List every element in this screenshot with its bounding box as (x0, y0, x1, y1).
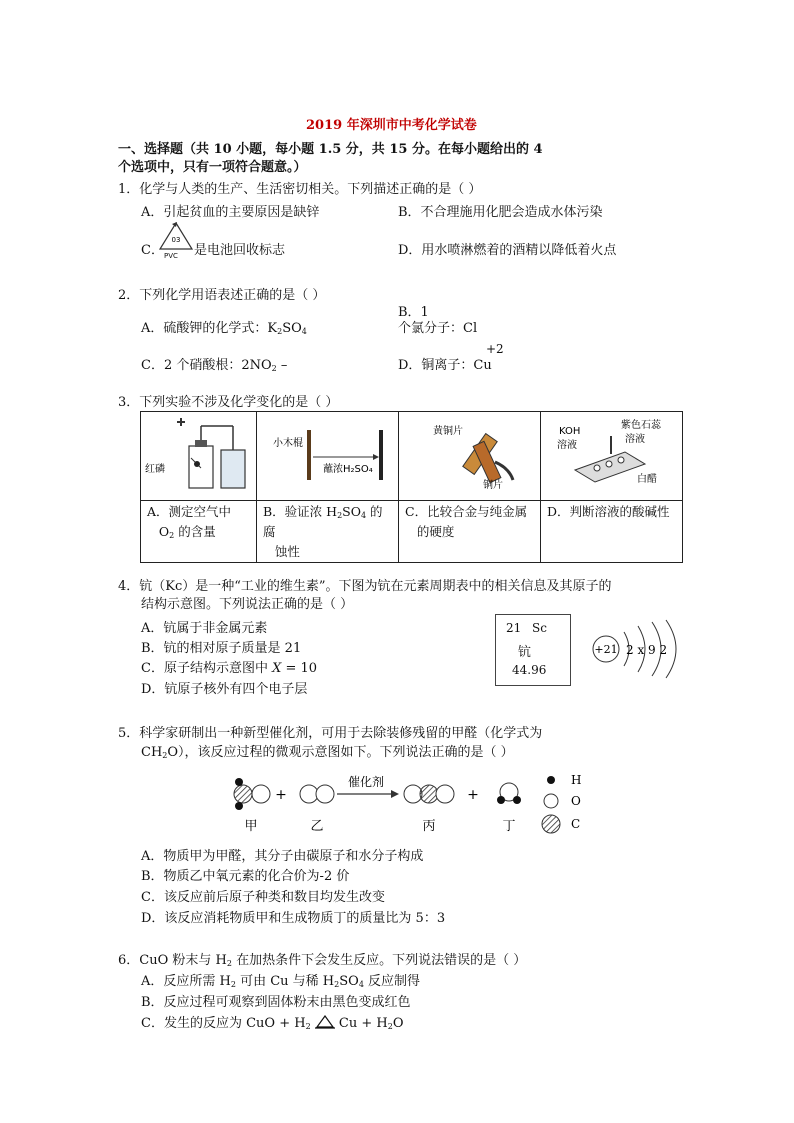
q1-stem: 1．化学与人类的生产、生活密切相关。下列描述正确的是（ ） (118, 182, 482, 197)
recycle-label: PVC (164, 252, 178, 260)
q5-option-c: C．该反应前后原子种类和数目均发生改变 (141, 890, 385, 905)
recycle-pvc-icon (158, 221, 194, 255)
label-litmus: 紫色石蕊 (621, 420, 661, 431)
q3-caption-c: C．比较合金与纯金属 的硬度 (399, 501, 541, 563)
q1-option-a: A．引起贫血的主要原因是缺锌 (141, 205, 320, 220)
legend-o: O (571, 794, 581, 808)
q4-stem-cont: 结构示意图。下列说法正确的是（ ） (141, 597, 354, 612)
q1-option-c-prefix: C． (141, 243, 164, 258)
element-symbol: Sc (532, 621, 547, 635)
element-name: 钪 (518, 645, 532, 660)
label-brass: 黄铜片 (433, 426, 463, 437)
element-number: 21 (506, 621, 522, 635)
q6-option-b: B．反应过程可观察到固体粉末由黑色变成红色 (141, 995, 411, 1010)
recycle-number: 03 (171, 236, 181, 244)
q1-option-b: B．不合理施用化肥会造成水体污染 (398, 205, 603, 220)
q3-experiment-table (140, 411, 683, 563)
section-heading-cont: 个选项中，只有一项符合题意。） (118, 160, 307, 175)
catalyst-label: 催化剂 (347, 775, 385, 789)
q2-stem: 2．下列化学用语表述正确的是（ ） (118, 288, 326, 303)
legend-c: C (571, 817, 581, 831)
q5-option-d: D．该反应消耗物质甲和生成物质丁的质量比为 5：3 (141, 911, 446, 926)
q4-stem: 4．钪（Kc）是一种“工业的维生素”。下图为钪在元素周期表中的相关信息及其原子的 (118, 579, 612, 594)
label-conc-acid: 蘸浓H₂SO₄ (323, 464, 373, 475)
q3-image-d-cell (541, 412, 683, 501)
q2-option-a: A．硫酸钾的化学式：$K_2SO_4$ (141, 321, 307, 336)
q3-caption-a: A．测定空气中 $O_2$ 的含量 (141, 501, 257, 563)
atom-shells: 2 x 9 2 (626, 643, 668, 657)
label-vinegar: 白醋 (637, 474, 657, 485)
q5-option-b: B．物质乙中氧元素的化合价为-2 价 (141, 869, 350, 884)
q4-option-d: D．钪原子核外有四个电子层 (141, 682, 308, 697)
q5-option-a: A．物质甲为甲醛，其分子由碳原子和水分子构成 (141, 849, 424, 864)
q3-caption-b: B．验证浓 $H_2SO_4$ 的腐 蚀性 (257, 501, 399, 563)
brass-copper-scratch (399, 412, 541, 494)
q3-image-b-cell (257, 412, 399, 501)
q3-image-c-cell (399, 412, 541, 501)
label-ding: 丁 (502, 819, 516, 834)
q1-option-d: D．用水喷淋燃着的酒精以降低着火点 (398, 243, 617, 258)
plus-sign-1: + (275, 787, 287, 803)
label-jia: 甲 (244, 819, 258, 834)
q2-option-d-charge: +2 (486, 342, 504, 356)
phosphorus-combustion-apparatus (141, 412, 257, 494)
q5-stem: 5．科学家研制出一种新型催化剂，可用于去除装修残留的甲醛（化学式为 (118, 726, 543, 741)
label-koh: KOH (559, 426, 581, 437)
legend-h: H (571, 773, 582, 787)
atom-structure-diagram (590, 618, 694, 680)
page-title: 2019 年深圳市中考化学试卷 (306, 118, 477, 133)
label-wood-stick: 小木棍 (273, 438, 303, 449)
label-koh-solution: 溶液 (557, 440, 577, 451)
atom-nucleus: +21 (594, 643, 618, 656)
q1-option-c: 是电池回收标志 (194, 243, 286, 258)
q4-option-c: C．原子结构示意图中 X = 10 (141, 661, 318, 676)
q3-stem: 3．下列实验不涉及化学变化的是（ ） (118, 395, 339, 410)
section-heading: 一、选择题（共 10 小题，每小题 1.5 分，共 15 分。在每小题给出的 4 (118, 142, 543, 157)
q4-option-b: B．钪的相对原子质量是 21 (141, 641, 302, 656)
q5-stem-cont: $CH_2O$），该反应过程的微观示意图如下。下列说法正确的是（ ） (141, 745, 514, 760)
label-yi: 乙 (310, 819, 324, 834)
q4-option-a: A．钪属于非金属元素 (141, 621, 268, 636)
q6-option-a: A．反应所需 $H_2$ 可由 Cu 与稀 $H_2SO_4$ 反应制得 (141, 974, 421, 989)
spot-plate-indicator (541, 412, 683, 494)
wood-stick-acid-apparatus (257, 412, 399, 494)
plus-sign-2: + (467, 787, 479, 803)
q2-option-b-line2: 个氯分子：Cl (398, 321, 478, 336)
label-red-phosphorus: 红磷 (145, 464, 165, 475)
q2-option-c: C．2 个硝酸根：$2NO_2$ – (141, 358, 288, 373)
q2-option-d: D．铜离子：Cu (398, 358, 492, 373)
label-bing: 丙 (422, 819, 436, 834)
q6-stem: 6．CuO 粉末与 $H_2$ 在加热条件下会发生反应。下列说法错误的是（ ） (118, 953, 527, 968)
q2-option-b-line1: B．1 (398, 305, 429, 320)
q3-image-a-cell (141, 412, 257, 501)
q6-option-c: C．发生的反应为 CuO + $H_2$ $Cu + H_2O$ (141, 1016, 404, 1031)
reaction-micro-diagram (225, 768, 605, 838)
periodic-element-card (495, 614, 571, 686)
label-copper: 铜片 (483, 480, 503, 491)
label-litmus-solution: 溶液 (625, 434, 645, 445)
element-mass: 44.96 (512, 663, 547, 677)
q3-caption-d: D．判断溶液的酸碱性 (541, 501, 683, 563)
heat-condition-icon (315, 1015, 335, 1029)
